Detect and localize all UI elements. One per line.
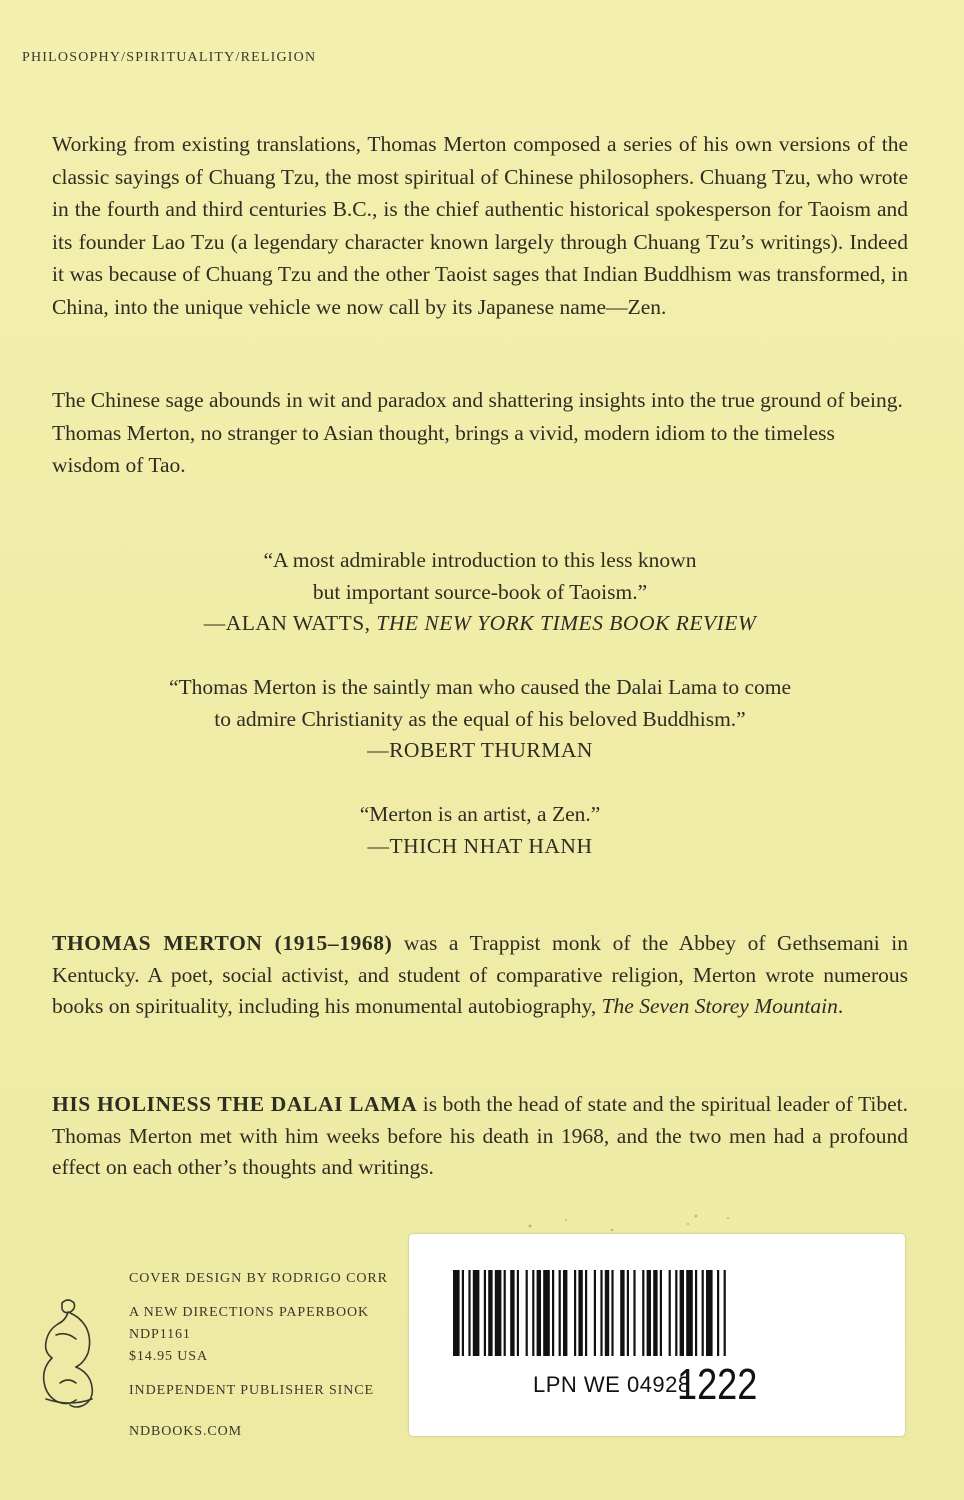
category-label: PHILOSOPHY/SPIRITUALITY/RELIGION xyxy=(22,50,317,65)
bio-text: is both the head of state and the spiritual leader of Tibet. Thomas Merton met with him weeks before his death in 1968, and the two men had a profound effect on each other’s thoughts and writings. xyxy=(52,1092,908,1179)
price: $14.95 USA xyxy=(129,1349,209,1364)
bio-name: HIS HOLINESS THE DALAI LAMA xyxy=(52,1092,418,1116)
lpn-label: LPN WE 04928 xyxy=(533,1372,691,1397)
quote-line: “Thomas Merton is the saintly man who caused the Dalai Lama to come xyxy=(168,675,792,699)
bio-text-end: . xyxy=(837,994,844,1018)
new-directions-logo-icon xyxy=(34,1295,104,1413)
quote-line: “A most admirable introduction to this less known xyxy=(263,548,697,572)
quote-robert-thurman xyxy=(52,672,908,767)
book-code: NDP1161 xyxy=(129,1327,191,1342)
quote-author: —ALAN WATTS, xyxy=(203,611,371,635)
bio-book-title: The Seven Storey Mountain xyxy=(601,994,838,1018)
quote-line: to admire Christianity as the equal of his beloved Buddhism.” xyxy=(214,706,746,731)
barcode-sticker xyxy=(409,1234,905,1436)
quote-author: —THICH NHAT HANH xyxy=(367,833,593,858)
paperbook-line: A NEW DIRECTIONS PAPERBOOK xyxy=(129,1305,370,1320)
bio-text: was a Trappist monk of the Abbey of Gethsemani in Kentucky. A poet, social activist, and student of comparative religion, Merton wrote numerous books on spirituality, including his monumental autobiography, xyxy=(52,931,908,1018)
quote-source: THE NEW YORK TIMES BOOK REVIEW xyxy=(376,611,757,635)
blurb-paragraph-1: Working from existing translations, Thomas Merton composed a series of his own versions of the classic sayings of Chuang Tzu, the most spiritual of Chinese philosophers. Chuang Tzu, who wrote in the fourth and third centuries B.C., is the chief authentic historical spokesperson for Taoism and its founder Lao Tzu (a legendary character known largely through Chuang Tzu’s writings). Indeed it was because of Chuang Tzu and the other Taoist sages that Indian Buddhism was transformed, in China, into the unique vehicle we now call by its Japanese name—Zen. xyxy=(52,132,908,319)
paper-specks xyxy=(520,1212,820,1236)
blurb-paragraph-2: The Chinese sage abounds in wit and paradox and shattering insights into the true ground of being. Thomas Merton, no stranger to Asian thought, brings a vivid, modern idiom to the timeless wisdom of Tao. xyxy=(52,388,903,477)
website: NDBOOKS.COM xyxy=(129,1424,242,1439)
credits-block xyxy=(129,1268,388,1402)
quote-attribution xyxy=(52,608,908,640)
barcode-icon xyxy=(453,1270,853,1356)
quote-line: but important source-book of Taoism.” xyxy=(312,579,648,604)
lpn-number: 1222 xyxy=(677,1360,758,1409)
cover-design-credit: COVER DESIGN BY RODRIGO CORR xyxy=(129,1271,388,1286)
quote-alan-watts xyxy=(52,545,908,640)
publisher-line: INDEPENDENT PUBLISHER SINCE xyxy=(129,1383,374,1398)
quote-line: “Merton is an artist, a Zen.” xyxy=(359,802,601,826)
bio-dalai-lama xyxy=(52,1089,908,1184)
quote-thich-nhat-hanh xyxy=(52,799,908,862)
quote-author: —ROBERT THURMAN xyxy=(367,738,593,762)
bio-thomas-merton xyxy=(52,928,908,1023)
bio-name: THOMAS MERTON (1915–1968) xyxy=(52,931,393,955)
